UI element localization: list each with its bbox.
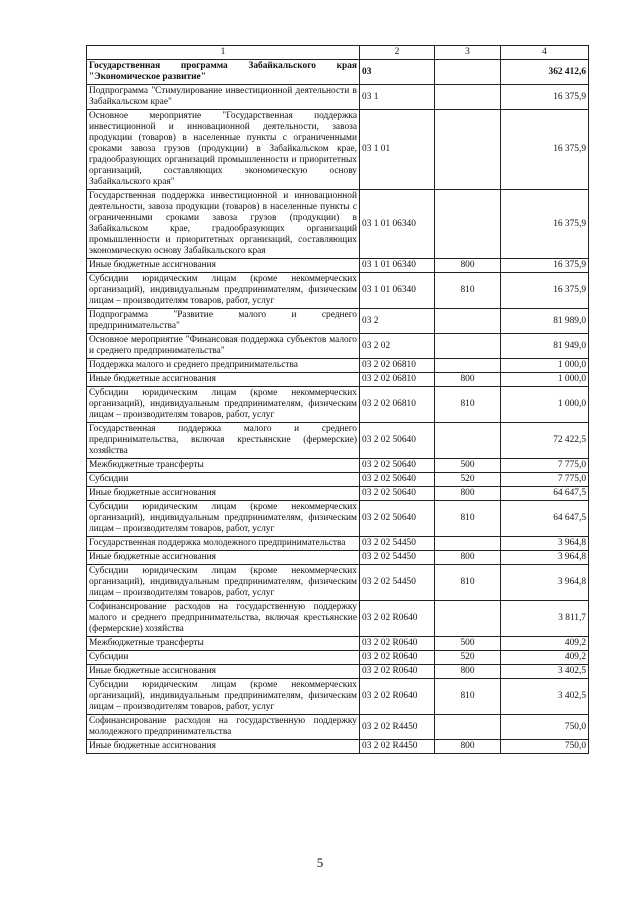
- row-sum-cell: 409,2: [501, 637, 589, 651]
- page-number: 5: [316, 855, 324, 870]
- table-row: [87, 679, 589, 715]
- table-row: [87, 387, 589, 423]
- table-row: [87, 459, 589, 473]
- table-row: [87, 665, 589, 679]
- row-sum-cell: 409,2: [501, 651, 589, 665]
- table-row: [87, 715, 589, 740]
- row-name-cell: Субсидии: [87, 473, 360, 487]
- row-code-cell: 03 2 02 50640: [360, 487, 435, 501]
- row-expense-type-cell: 810: [435, 387, 501, 423]
- row-code-cell: 03 2 02 50640: [360, 459, 435, 473]
- row-code-cell: 03: [360, 60, 435, 85]
- row-name-cell: Иные бюджетные ассигнования: [87, 665, 360, 679]
- table-row: [87, 110, 589, 190]
- row-name-cell: Иные бюджетные ассигнования: [87, 740, 360, 754]
- row-sum-cell: 16 375,9: [501, 110, 589, 190]
- row-sum-cell: 7 775,0: [501, 473, 589, 487]
- row-sum-cell: 16 375,9: [501, 190, 589, 259]
- row-name-cell: Государственная программа Забайкальского края "Экономическое развитие": [87, 60, 360, 85]
- table-row: [87, 60, 589, 85]
- row-name-cell: Основное мероприятие "Финансовая поддержка субъектов малого и среднего предпринимательства": [87, 334, 360, 359]
- header-col-2: 2: [360, 46, 435, 60]
- table-row: [87, 423, 589, 459]
- table-row: [87, 537, 589, 551]
- row-sum-cell: 1 000,0: [501, 387, 589, 423]
- row-code-cell: 03 2 02 06810: [360, 387, 435, 423]
- row-expense-type-cell: [435, 601, 501, 637]
- row-expense-type-cell: 800: [435, 487, 501, 501]
- row-expense-type-cell: 800: [435, 665, 501, 679]
- row-name-cell: Подпрограмма "Стимулирование инвестиционной деятельности в Забайкальском крае": [87, 85, 360, 110]
- row-name-cell: Софинансирование расходов на государственную поддержку молодежного предпринимательства: [87, 715, 360, 740]
- table-row: [87, 651, 589, 665]
- table-row: [87, 259, 589, 273]
- row-code-cell: 03 2 02 R0640: [360, 679, 435, 715]
- row-name-cell: Субсидии юридическим лицам (кроме некоммерческих организаций), индивидуальным предпринимателям, физическим лицам – производителям товаров, работ, услуг: [87, 679, 360, 715]
- row-name-cell: Государственная поддержка инвестиционной и инновационной деятельности, завоза продукции (товаров) в населенные пункты с ограниченными сроками завоза грузов (продукции) в Забайкальском крае, градообразующих организаций промышленности и приоритетных организаций, составляющих экономическую основу Забайкальского края: [87, 190, 360, 259]
- row-name-cell: Иные бюджетные ассигнования: [87, 487, 360, 501]
- row-sum-cell: 1 000,0: [501, 359, 589, 373]
- table-row: [87, 273, 589, 309]
- row-name-cell: Софинансирование расходов на государственную поддержку малого и среднего предпринимательства, включая крестьянские (фермерские) хозяйства: [87, 601, 360, 637]
- row-code-cell: 03 2 02 54450: [360, 551, 435, 565]
- row-sum-cell: 16 375,9: [501, 85, 589, 110]
- row-sum-cell: 362 412,6: [501, 60, 589, 85]
- row-expense-type-cell: [435, 85, 501, 110]
- row-name-cell: Субсидии юридическим лицам (кроме некоммерческих организаций), индивидуальным предпринимателям, физическим лицам – производителям товаров, работ, услуг: [87, 273, 360, 309]
- row-name-cell: Поддержка малого и среднего предпринимательства: [87, 359, 360, 373]
- row-code-cell: 03 1 01 06340: [360, 259, 435, 273]
- row-code-cell: 03 2 02 R0640: [360, 651, 435, 665]
- row-code-cell: 03 1 01 06340: [360, 273, 435, 309]
- table-row: [87, 190, 589, 259]
- row-expense-type-cell: [435, 359, 501, 373]
- row-sum-cell: 3 964,8: [501, 537, 589, 551]
- row-expense-type-cell: 810: [435, 273, 501, 309]
- row-expense-type-cell: 810: [435, 679, 501, 715]
- row-sum-cell: 81 949,0: [501, 334, 589, 359]
- row-expense-type-cell: 520: [435, 651, 501, 665]
- row-expense-type-cell: 500: [435, 637, 501, 651]
- table-row: [87, 601, 589, 637]
- row-expense-type-cell: [435, 334, 501, 359]
- row-name-cell: Субсидии: [87, 651, 360, 665]
- header-col-3: 3: [435, 46, 501, 60]
- row-code-cell: 03 2 02 50640: [360, 501, 435, 537]
- table-row: [87, 740, 589, 754]
- row-sum-cell: 81 989,0: [501, 309, 589, 334]
- table-row: [87, 487, 589, 501]
- row-expense-type-cell: 800: [435, 740, 501, 754]
- row-sum-cell: 750,0: [501, 740, 589, 754]
- row-expense-type-cell: 520: [435, 473, 501, 487]
- row-expense-type-cell: [435, 309, 501, 334]
- header-row: [87, 46, 589, 60]
- row-sum-cell: 7 775,0: [501, 459, 589, 473]
- row-code-cell: 03 2 02 06810: [360, 359, 435, 373]
- row-code-cell: 03 2 02: [360, 334, 435, 359]
- row-sum-cell: 64 647,5: [501, 501, 589, 537]
- row-expense-type-cell: 810: [435, 501, 501, 537]
- row-expense-type-cell: 810: [435, 565, 501, 601]
- row-sum-cell: 16 375,9: [501, 259, 589, 273]
- row-name-cell: Субсидии юридическим лицам (кроме некоммерческих организаций), индивидуальным предпринимателям, физическим лицам – производителям товаров, работ, услуг: [87, 565, 360, 601]
- row-expense-type-cell: 800: [435, 551, 501, 565]
- row-sum-cell: 3 964,8: [501, 565, 589, 601]
- row-sum-cell: 72 422,5: [501, 423, 589, 459]
- row-expense-type-cell: [435, 110, 501, 190]
- row-name-cell: Государственная поддержка малого и среднего предпринимательства, включая крестьянские (фермерские) хозяйства: [87, 423, 360, 459]
- table-body: [87, 60, 589, 754]
- row-code-cell: 03 2 02 R0640: [360, 665, 435, 679]
- row-name-cell: Иные бюджетные ассигнования: [87, 373, 360, 387]
- row-expense-type-cell: [435, 715, 501, 740]
- row-name-cell: Межбюджетные трансферты: [87, 637, 360, 651]
- row-expense-type-cell: 800: [435, 259, 501, 273]
- row-sum-cell: 750,0: [501, 715, 589, 740]
- row-expense-type-cell: 800: [435, 373, 501, 387]
- row-code-cell: 03 2 02 R4450: [360, 715, 435, 740]
- table-row: [87, 473, 589, 487]
- row-name-cell: Межбюджетные трансферты: [87, 459, 360, 473]
- row-sum-cell: 16 375,9: [501, 273, 589, 309]
- row-name-cell: Субсидии юридическим лицам (кроме некоммерческих организаций), индивидуальным предпринимателям, физическим лицам – производителям товаров, работ, услуг: [87, 387, 360, 423]
- row-expense-type-cell: [435, 423, 501, 459]
- table-row: [87, 85, 589, 110]
- row-expense-type-cell: [435, 190, 501, 259]
- header-col-4: 4: [501, 46, 589, 60]
- row-expense-type-cell: 500: [435, 459, 501, 473]
- header-col-1: 1: [87, 46, 360, 60]
- row-code-cell: 03 1: [360, 85, 435, 110]
- row-expense-type-cell: [435, 60, 501, 85]
- row-sum-cell: 3 402,5: [501, 679, 589, 715]
- row-expense-type-cell: [435, 537, 501, 551]
- row-code-cell: 03 2 02 54450: [360, 537, 435, 551]
- row-sum-cell: 1 000,0: [501, 373, 589, 387]
- table-row: [87, 565, 589, 601]
- table-row: [87, 501, 589, 537]
- row-code-cell: 03 2 02 54450: [360, 565, 435, 601]
- row-code-cell: 03 2 02 R0640: [360, 601, 435, 637]
- table-row: [87, 309, 589, 334]
- row-name-cell: Подпрограмма "Развитие малого и среднего предпринимательства": [87, 309, 360, 334]
- row-code-cell: 03 2: [360, 309, 435, 334]
- row-name-cell: Иные бюджетные ассигнования: [87, 259, 360, 273]
- row-code-cell: 03 1 01 06340: [360, 190, 435, 259]
- row-sum-cell: 3 964,8: [501, 551, 589, 565]
- table-row: [87, 359, 589, 373]
- row-sum-cell: 64 647,5: [501, 487, 589, 501]
- table-row: [87, 551, 589, 565]
- table-row: [87, 637, 589, 651]
- table-row: [87, 373, 589, 387]
- row-code-cell: 03 2 02 50640: [360, 473, 435, 487]
- row-name-cell: Иные бюджетные ассигнования: [87, 551, 360, 565]
- row-code-cell: 03 2 02 50640: [360, 423, 435, 459]
- row-sum-cell: 3 811,7: [501, 601, 589, 637]
- budget-table: [86, 45, 589, 754]
- row-code-cell: 03 2 02 06810: [360, 373, 435, 387]
- row-code-cell: 03 2 02 R4450: [360, 740, 435, 754]
- table-row: [87, 334, 589, 359]
- row-code-cell: 03 2 02 R0640: [360, 637, 435, 651]
- row-name-cell: Государственная поддержка молодежного предпринимательства: [87, 537, 360, 551]
- row-sum-cell: 3 402,5: [501, 665, 589, 679]
- row-code-cell: 03 1 01: [360, 110, 435, 190]
- row-name-cell: Субсидии юридическим лицам (кроме некоммерческих организаций), индивидуальным предпринимателям, физическим лицам – производителям товаров, работ, услуг: [87, 501, 360, 537]
- row-name-cell: Основное мероприятие "Государственная поддержка инвестиционной и инновационной деятельности, завоза продукции (товаров) в населенные пункты с ограниченными сроками завоза грузов (продукции) в Забайкальском крае, градообразующих организаций промышленности и приоритетных организаций, составляющих экономическую основу Забайкальского края": [87, 110, 360, 190]
